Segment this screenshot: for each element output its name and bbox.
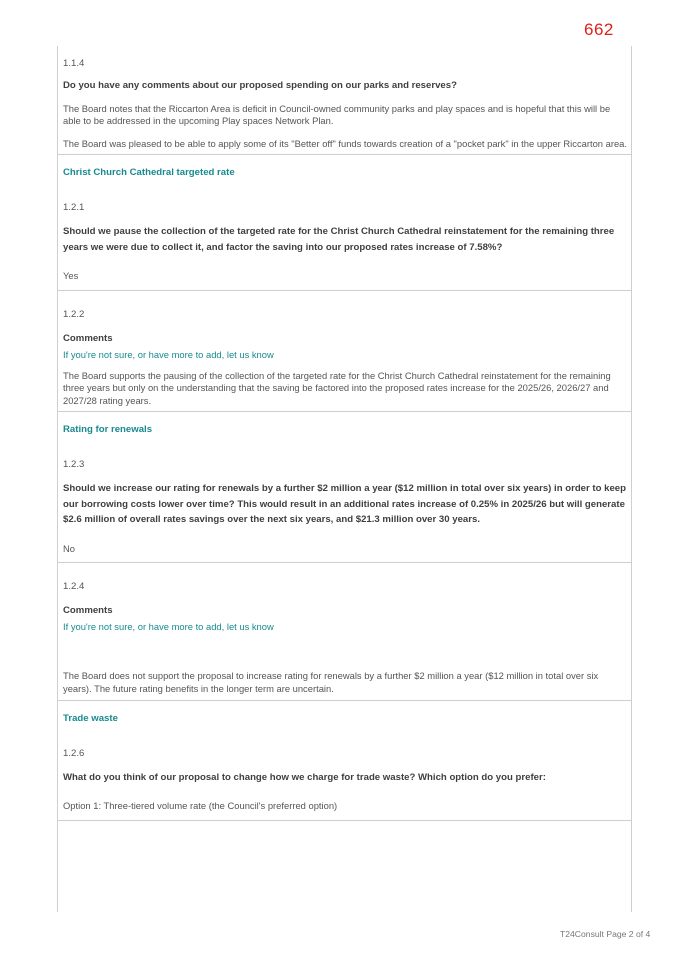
section-heading-trade-waste: Trade waste bbox=[63, 713, 118, 724]
question-number-1-2-6: 1.2.6 bbox=[63, 748, 85, 759]
comments-label-1-2-4: Comments bbox=[63, 605, 113, 616]
divider bbox=[58, 154, 631, 155]
question-text-1-2-1: Should we pause the collection of the targeted rate for the Christ Church Cathedral reinstatement for the remaining three years we were due to collect it, and factor the saving into our proposed rates increase of 7.58%? bbox=[63, 226, 615, 253]
page-number: 662 bbox=[584, 20, 614, 39]
comments-label-1-2-2: Comments bbox=[63, 332, 113, 344]
divider bbox=[58, 820, 631, 821]
divider bbox=[58, 700, 631, 701]
answer-1-1-4-paragraph-1: The Board notes that the Riccarton Area is deficit in Council-owned community parks and play spaces and is hopeful that this will be able to be addressed in the upcoming Play spaces Network Plan. bbox=[63, 102, 611, 126]
document-body bbox=[57, 46, 632, 912]
answer-1-2-6: Option 1: Three-tiered volume rate (the Council's preferred option) bbox=[63, 799, 338, 811]
page-footer: T24Consult Page 2 of 4 bbox=[560, 929, 651, 939]
divider bbox=[58, 411, 631, 412]
answer-1-2-3: No bbox=[63, 542, 75, 554]
question-number-1-2-1: 1.2.1 bbox=[63, 202, 85, 213]
comments-hint-1-2-2: If you're not sure, or have more to add, let us know bbox=[63, 348, 274, 360]
divider bbox=[58, 290, 631, 291]
section-heading-cathedral: Christ Church Cathedral targeted rate bbox=[63, 167, 235, 178]
answer-1-2-4: The Board does not support the proposal to increase rating for renewals by a further $2 million a year ($12 million in total over six years). The future rating benefits in the longer term are uncertain. bbox=[63, 670, 599, 694]
question-text-1-2-3: Should we increase our rating for renewals by a further $2 million a year ($12 million in total over six years) in order to keep our borrowing costs lower over time? This would result in an additional rates increase of 0.25% in 2025/26 but will generate $2.6 million of overall rates savings over the next six years, and $21.3 million over 30 years. bbox=[63, 483, 627, 525]
answer-1-2-1: Yes bbox=[63, 270, 79, 281]
question-number-1-2-2: 1.2.2 bbox=[63, 308, 85, 320]
answer-1-2-2: The Board supports the pausing of the collection of the targeted rate for the Christ Church Cathedral reinstatement for the remaining three years but only on the understanding that the saving be factored into the proposed rates increase for the 2025/26, 2026/27 and 2027/28 rating years. bbox=[63, 369, 611, 406]
question-number-1-2-4: 1.2.4 bbox=[63, 581, 85, 592]
question-number-1-2-3: 1.2.3 bbox=[63, 459, 85, 470]
question-text-1-1-4: Do you have any comments about our proposed spending on our parks and reserves? bbox=[63, 80, 457, 91]
section-heading-renewals: Rating for renewals bbox=[63, 424, 153, 435]
question-text-1-2-6: What do you think of our proposal to change how we charge for trade waste? Which option do you prefer: bbox=[63, 772, 546, 783]
answer-1-1-4-paragraph-2: The Board was pleased to be able to apply some of its "Better off" funds towards creation of a "pocket park" in the upper Riccarton area. bbox=[63, 137, 627, 149]
question-number-1-1-4: 1.1.4 bbox=[63, 58, 85, 69]
divider bbox=[58, 562, 631, 563]
comments-hint-1-2-4: If you're not sure, or have more to add, let us know bbox=[63, 621, 274, 632]
